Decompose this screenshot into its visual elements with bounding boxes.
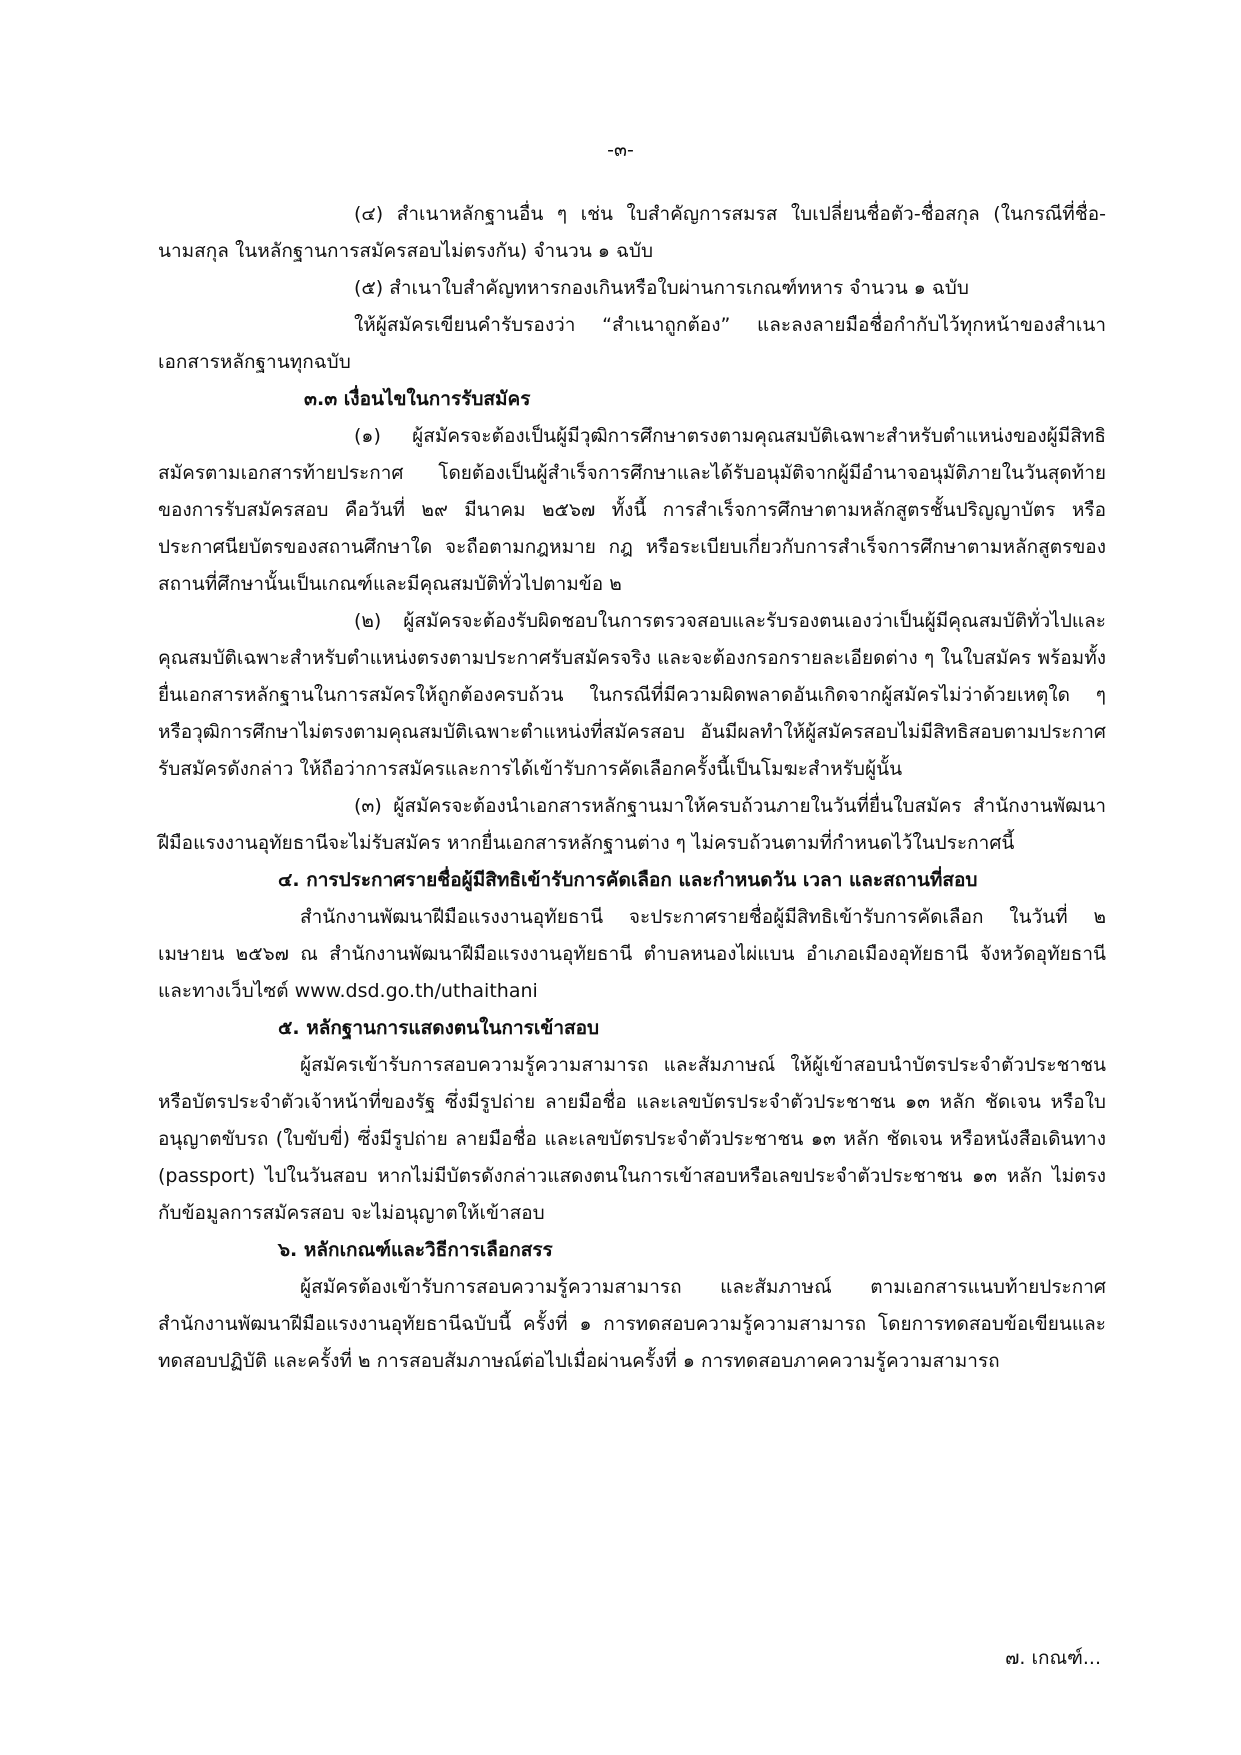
section-heading-3-3: ๓.๓ เงื่อนไขในการรับสมัคร bbox=[304, 388, 531, 410]
section-heading-5: ๕. หลักฐานการแสดงตนในการเข้าสอบ bbox=[278, 1017, 600, 1039]
section-heading-6: ๖. หลักเกณฑ์และวิธีการเลือกสรร bbox=[278, 1239, 553, 1261]
paragraph-certify-copies: ให้ผู้สมัครเขียนคำรับรองว่า “สำเนาถูกต้อง” และลงลายมือชื่อกำกับไว้ทุกหน้าของสำเนาเอกสารหลักฐานทุกฉบับ bbox=[158, 314, 1106, 373]
page-number: -๓- bbox=[607, 139, 634, 161]
paragraph-announcement: สำนักงานพัฒนาฝีมือแรงงานอุทัยธานี จะประกาศรายชื่อผู้มีสิทธิเข้ารับการคัดเลือก ในวันที่ ๒ เมษายน ๒๕๖๗ ณ สำนักงานพัฒนาฝีมือแรงงานอุทัยธานี ตำบลหนองไผ่แบน อำเภอเมืองอุทัยธานี จังหวัดอุทัยธานี และทางเว็บไซต์ www.dsd.go.th/uthaithani bbox=[158, 906, 1106, 1002]
paragraph-condition-1: (๑) ผู้สมัครจะต้องเป็นผู้มีวุฒิการศึกษาตรงตามคุณสมบัติเฉพาะสำหรับตำแหน่งของผู้มีสิทธิสมัครตามเอกสารท้ายประกาศ โดยต้องเป็นผู้สำเร็จการศึกษาและได้รับอนุมัติจากผู้มีอำนาจอนุมัติภายในวันสุดท้ายของการรับสมัครสอบ คือวันที่ ๒๙ มีนาคม ๒๕๖๗ ทั้งนี้ การสำเร็จการศึกษาตามหลักสูตรชั้นปริญญาบัตร หรือประกาศนียบัตรของสถานศึกษาใด จะถือตามกฎหมาย กฎ หรือระเบียบเกี่ยวกับการสำเร็จการศึกษาตามหลักสูตรของสถานที่ศึกษานั้นเป็นเกณฑ์และมีคุณสมบัติทั่วไปตามข้อ ๒ bbox=[158, 425, 1106, 595]
paragraph-identity-proof: ผู้สมัครเข้ารับการสอบความรู้ความสามารถ และสัมภาษณ์ ให้ผู้เข้าสอบนำบัตรประจำตัวประชาชน หรือบัตรประจำตัวเจ้าหน้าที่ของรัฐ ซึ่งมีรูปถ่าย ลายมือชื่อ และเลขบัตรประจำตัวประชาชน ๑๓ หลัก ชัดเจน หรือใบอนุญาตขับรถ (ใบขับขี่) ซึ่งมีรูปถ่าย ลายมือชื่อ และเลขบัตรประจำตัวประชาชน ๑๓ หลัก ชัดเจน หรือหนังสือเดินทาง (passport) ไปในวันสอบ หากไม่มีบัตรดังกล่าวแสดงตนในการเข้าสอบหรือเลขประจำตัวประชาชน ๑๓ หลัก ไม่ตรงกับข้อมูลการสมัครสอบ จะไม่อนุญาตให้เข้าสอบ bbox=[158, 1054, 1106, 1224]
paragraph-military-document: (๕) สำเนาใบสำคัญทหารกองเกินหรือใบผ่านการเกณฑ์ทหาร จำนวน ๑ ฉบับ bbox=[354, 277, 969, 299]
paragraph-condition-2: (๒) ผู้สมัครจะต้องรับผิดชอบในการตรวจสอบและรับรองตนเองว่าเป็นผู้มีคุณสมบัติทั่วไปและคุณสมบัติเฉพาะสำหรับตำแหน่งตรงตามประกาศรับสมัครจริง และจะต้องกรอกรายละเอียดต่าง ๆ ในใบสมัคร พร้อมทั้งยื่นเอกสารหลักฐานในการสมัครให้ถูกต้องครบถ้วน ในกรณีที่มีความผิดพลาดอันเกิดจากผู้สมัครไม่ว่าด้วยเหตุใด ๆ หรือวุฒิการศึกษาไม่ตรงตามคุณสมบัติเฉพาะตำแหน่งที่สมัครสอบ อันมีผลทำให้ผู้สมัครสอบไม่มีสิทธิสอบตามประกาศรับสมัครดังกล่าว ให้ถือว่าการสมัครและการได้เข้ารับการคัดเลือกครั้งนี้เป็นโมฆะสำหรับผู้นั้น bbox=[158, 610, 1106, 780]
section-heading-4: ๔. การประกาศรายชื่อผู้มีสิทธิเข้ารับการคัดเลือก และกำหนดวัน เวลา และสถานที่สอบ bbox=[278, 869, 978, 891]
paragraph-selection-method: ผู้สมัครต้องเข้ารับการสอบความรู้ความสามารถ และสัมภาษณ์ ตามเอกสารแนบท้ายประกาศสำนักงานพัฒนาฝีมือแรงงานอุทัยธานีฉบับนี้ ครั้งที่ ๑ การทดสอบความรู้ความสามารถ โดยการทดสอบข้อเขียนและทดสอบปฏิบัติ และครั้งที่ ๒ การสอบสัมภาษณ์ต่อไปเมื่อผ่านครั้งที่ ๑ การทดสอบภาคความรู้ความสามารถ bbox=[158, 1276, 1106, 1372]
paragraph-copy-other-evidence: (๔) สำเนาหลักฐานอื่น ๆ เช่น ใบสำคัญการสมรส ใบเปลี่ยนชื่อตัว-ชื่อสกุล (ในกรณีที่ชื่อ-นามสกุล ในหลักฐานการสมัครสอบไม่ตรงกัน) จำนวน ๑ ฉบับ bbox=[158, 203, 1106, 262]
paragraph-condition-3: (๓) ผู้สมัครจะต้องนำเอกสารหลักฐานมาให้ครบถ้วนภายในวันที่ยื่นใบสมัคร สำนักงานพัฒนาฝีมือแรงงานอุทัยธานีจะไม่รับสมัคร หากยื่นเอกสารหลักฐานต่าง ๆ ไม่ครบถ้วนตามที่กำหนดไว้ในประกาศนี้ bbox=[158, 795, 1106, 854]
document-body bbox=[158, 196, 1106, 1380]
continuation-footer: ๗. เกณฑ์... bbox=[1005, 1647, 1101, 1669]
